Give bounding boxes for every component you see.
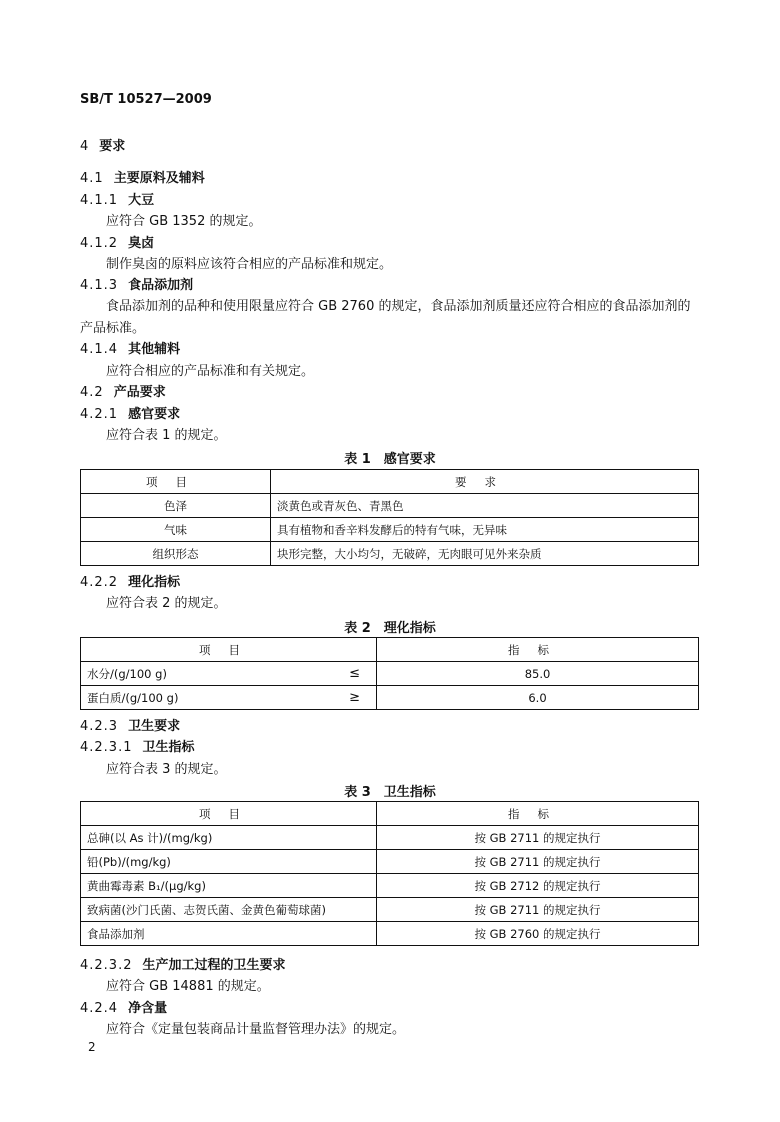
table1-cell: 色泽 — [81, 494, 271, 518]
table-row — [81, 686, 699, 710]
section-4-2-4-text: 应符合《定量包装商品计量监督管理办法》的规定。 — [106, 1022, 406, 1037]
table2-cell: 85.0 — [377, 662, 699, 686]
table1-cell: 淡黄色或青灰色、青黑色 — [271, 494, 699, 518]
table-row — [81, 898, 699, 922]
table3-caption: 表 3 卫生指标 — [344, 785, 436, 800]
section-4-2-2-text: 应符合表 2 的规定。 — [106, 596, 227, 611]
table3-cell: 按 GB 2711 的规定执行 — [377, 898, 699, 922]
table-row — [81, 850, 699, 874]
table3-header-index: 指标 — [377, 802, 699, 826]
table1-cell: 气味 — [81, 518, 271, 542]
table3-cell: 总砷(以 As 计)/(mg/kg) — [81, 826, 377, 850]
section-4-2-3-1-heading: 4.2.3.1 卫生指标 — [80, 740, 195, 755]
section-4-1-1-heading: 4.1.1 大豆 — [80, 193, 155, 208]
table3-cell: 黄曲霉毒素 B₁/(μg/kg) — [81, 874, 377, 898]
section-4-2-1-heading: 4.2.1 感官要求 — [80, 407, 181, 422]
section-4-2-3-1-text: 应符合表 3 的规定。 — [106, 762, 227, 777]
table2-cell: 蛋白质/(g/100 g) ≥ — [81, 686, 377, 710]
section-4-2-3-2-text: 应符合 GB 14881 的规定。 — [106, 979, 270, 994]
table3-cell: 铅(Pb)/(mg/kg) — [81, 850, 377, 874]
table2-cell: 水分/(g/100 g) ≤ — [81, 662, 377, 686]
table-row — [81, 494, 699, 518]
section-4-2-3-heading: 4.2.3 卫生要求 — [80, 719, 181, 734]
table-row — [81, 922, 699, 946]
table3-header-item: 项目 — [81, 802, 377, 826]
table3-hygiene — [80, 801, 699, 946]
less-equal-symbol: ≤ — [349, 665, 360, 681]
table2-header-index: 指标 — [377, 638, 699, 662]
section-4-2-1-text: 应符合表 1 的规定。 — [106, 428, 227, 443]
greater-equal-symbol: ≥ — [349, 689, 360, 705]
table-row — [81, 826, 699, 850]
section-4-1-4-heading: 4.1.4 其他辅料 — [80, 342, 181, 357]
section-4-1-3-heading: 4.1.3 食品添加剂 — [80, 278, 194, 293]
table-row — [81, 518, 699, 542]
section-4-2-3-2-heading: 4.2.3.2 生产加工过程的卫生要求 — [80, 958, 286, 973]
standard-header: SB/T 10527—2009 — [80, 92, 212, 107]
table2-header-item: 项目 — [81, 638, 377, 662]
table2-caption: 表 2 理化指标 — [344, 621, 436, 636]
section-4-1-2-text: 制作臭卤的原料应该符合相应的产品标准和规定。 — [106, 257, 393, 272]
table-row — [81, 662, 699, 686]
table1-cell: 具有植物和香辛料发酵后的特有气味，无异味 — [271, 518, 699, 542]
table-row — [81, 542, 699, 566]
table3-cell: 按 GB 2712 的规定执行 — [377, 874, 699, 898]
table3-cell: 按 GB 2711 的规定执行 — [377, 826, 699, 850]
table1-header-item: 项目 — [81, 470, 271, 494]
table1-cell: 组织形态 — [81, 542, 271, 566]
section-4-1-heading: 4.1 主要原料及辅料 — [80, 171, 205, 186]
section-4-2-2-heading: 4.2.2 理化指标 — [80, 575, 181, 590]
table-row — [81, 874, 699, 898]
section-4-1-3-text: 食品添加剂的品种和使用限量应符合 GB 2760 的规定，食品添加剂质量还应符合相应的食品添加剂的产品标准。 — [80, 299, 691, 336]
table3-cell: 按 GB 2711 的规定执行 — [377, 850, 699, 874]
table1-caption: 表 1 感官要求 — [344, 452, 436, 467]
table2-physicochemical — [80, 637, 699, 710]
section-4-2-heading: 4.2 产品要求 — [80, 385, 166, 400]
section-4-1-4-text: 应符合相应的产品标准和有关规定。 — [106, 364, 315, 379]
section-4-heading: 4 要求 — [80, 139, 126, 154]
table3-cell: 致病菌(沙门氏菌、志贺氏菌、金黄色葡萄球菌) — [81, 898, 377, 922]
section-4-1-2-heading: 4.1.2 臭卤 — [80, 236, 155, 251]
page-number: 2 — [88, 1040, 96, 1054]
table3-cell: 按 GB 2760 的规定执行 — [377, 922, 699, 946]
section-4-2-4-heading: 4.2.4 净含量 — [80, 1001, 168, 1016]
table1-sensory — [80, 469, 699, 566]
section-4-1-1-text: 应符合 GB 1352 的规定。 — [106, 214, 262, 229]
table2-cell: 6.0 — [377, 686, 699, 710]
table3-cell: 食品添加剂 — [81, 922, 377, 946]
table1-cell: 块形完整，大小均匀，无破碎，无肉眼可见外来杂质 — [271, 542, 699, 566]
table1-header-requirement: 要求 — [271, 470, 699, 494]
